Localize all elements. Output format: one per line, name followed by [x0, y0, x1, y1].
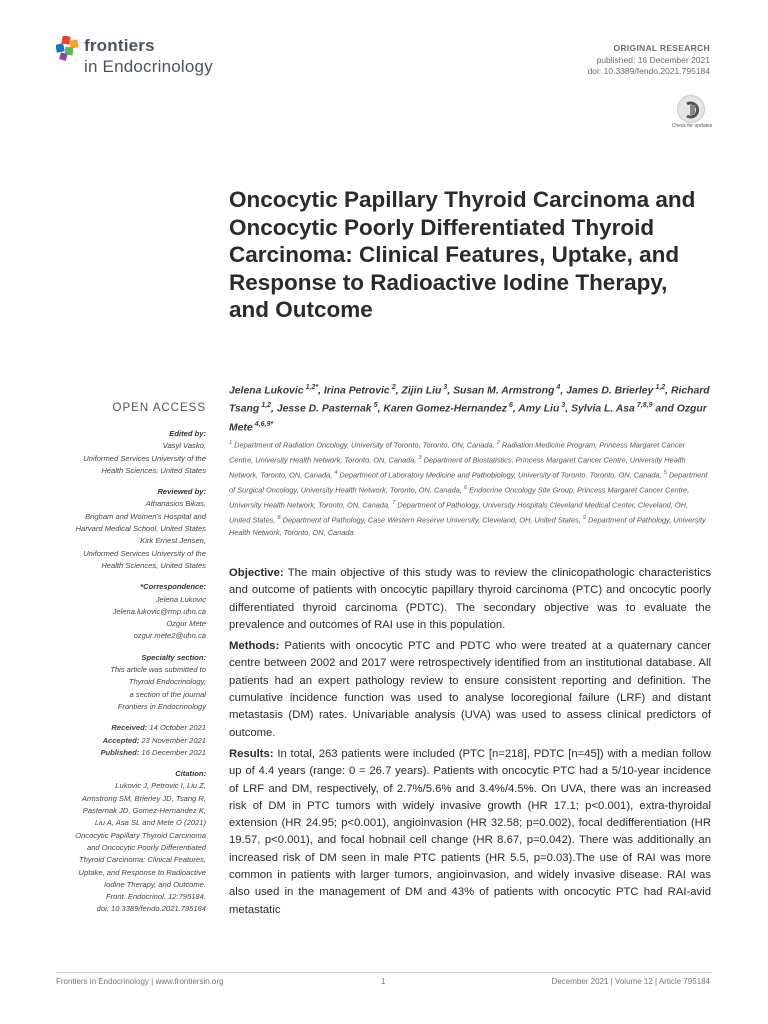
author-name[interactable]: Ozgur Mete [229, 403, 707, 434]
author-name[interactable]: Susan M. Armstrong [453, 385, 555, 397]
affiliations [229, 437, 711, 540]
reviewer-line: Brigham and Women's Hospital and [85, 511, 206, 521]
citation-line: Armstrong SM, Brierley JD, Tsang R, [81, 793, 206, 803]
author-affiliation-sup: 2 [391, 384, 396, 391]
author-name[interactable]: Zijin Liu [401, 385, 442, 397]
specialty-line: Frontiers in Endocrinology [117, 701, 206, 711]
affiliation-number: 6 [463, 485, 468, 492]
received-date: Received: 14 October 2021 [111, 723, 206, 733]
affiliation-text: Department of Biostatistics, Princess Margaret Cancer Centre, University Health Network, Toronto, ON, Canada, [229, 455, 686, 480]
specialty-heading: Specialty section: [141, 652, 206, 662]
edited-by-heading: Edited by: [169, 429, 206, 438]
reviewer-line: Athanasios Bikas, [145, 499, 206, 509]
author-list: Jelena Lukovic $^{1,2*}$, Irina Petrovic $^2$, Zijin Liu $^3$, Susan M. Armstrong $^4$, James D. Brierley $^{1,2}$, Richard Tsang $^{1,2}$, Jesse D. Pasternak $^5$, Karen Gomez-Hernandez $^6$, Amy Liu $^3$, Sylvia L. Asa $^{7,8,9}$ and Ozgur Mete $^{4,6,9*}$ [229, 384, 710, 434]
check-updates-label: Check for updates [671, 123, 713, 129]
accepted-date: Accepted: 23 November 2021 [102, 735, 206, 745]
abstract [229, 565, 711, 923]
author-name[interactable]: Irina Petrovic [323, 385, 390, 397]
affiliation-text: Department of Radiation Oncology, University of Toronto, Toronto, ON, Canada, [232, 440, 497, 450]
doi-link[interactable]: doi: 10.3389/fendo.2021.795184 [587, 66, 710, 76]
author-affiliation-sup: 3 [561, 402, 566, 410]
reviewed-by-heading: Reviewed by: [157, 487, 206, 497]
author-name[interactable]: Jelena Lukovic [229, 385, 304, 397]
affiliation-text: Department of Pathology, Case Western Reserve University, Cleveland, OH, United States, [280, 515, 583, 525]
article-dates [40, 722, 206, 759]
open-access-label: OPEN ACCESS [112, 402, 206, 414]
author-affiliation-sup: 5 [373, 402, 378, 410]
frontiers-logo-icon [56, 36, 82, 62]
citation-line: Liu A, Asa SL and Mete O (2021) [94, 818, 206, 828]
reviewer-line: Uniformed Services University of the [83, 548, 206, 558]
author-affiliation-sup: 3 [443, 384, 448, 391]
author-affiliation-sup: 1,2* [305, 384, 319, 391]
citation-line: Uptake, and Response to Radioactive [78, 867, 206, 877]
citation-line: Pasternak JD, Gomez-Hernandez K, [82, 806, 206, 816]
affiliation-number: 8 [277, 515, 281, 522]
article-info-sidebar [40, 428, 206, 916]
specialty-line: This article was submitted to [110, 665, 206, 675]
reviewer-line: Harvard Medical School, United States [75, 524, 206, 534]
citation-line: and Oncocytic Poorly Differentiated [86, 842, 206, 852]
author-name[interactable]: Sylvia L. Asa [571, 403, 635, 415]
specialty-line: Thyroid Endocrinology, [128, 677, 206, 687]
correspondence-email[interactable]: Jelena.lukovic@rmp.uhn.ca [112, 606, 206, 616]
correspondence-name: Ozgur Mete [166, 619, 206, 629]
author-affiliation-sup: 1,2 [655, 384, 666, 391]
journal-section: in Endocrinology [84, 57, 213, 76]
affiliation-number: 2 [496, 440, 500, 446]
author-name[interactable]: Amy Liu [518, 403, 560, 415]
citation-line: Iodine Therapy, and Outcome. [103, 879, 206, 889]
citation-line: Oncocytic Papillary Thyroid Carcinoma [75, 830, 206, 840]
affiliation-text: Endocrine Oncology Site Group, Princess Margaret Cancer Centre, University Health Network, Toronto, ON, Canada, [229, 485, 690, 510]
affiliation-number: 4 [334, 470, 338, 477]
footer-issue-info: December 2021 | Volume 12 | Article 795184 [551, 977, 710, 986]
correspondence-name: Jelena Lukovic [155, 594, 206, 604]
author-name[interactable]: James D. Brierley [566, 385, 654, 397]
article-type: ORIGINAL RESEARCH [613, 43, 710, 53]
affiliation-text: Radiation Medicine Program, Princess Margaret Cancer Centre, University Health Network, Toronto, ON, Canada, [229, 440, 686, 465]
published-date-sidebar: Published: 16 December 2021 [100, 747, 206, 757]
abstract-methods: Methods: Patients with oncocytic PTC and PDTC who were treated at a quaternary cancer centre between 2002 and 2017 were retrospectively identified from an institutional database. All patients had an expert pathology review to ensure consistent reporting and definition. The cumulative incidence function was used to analyse locoregional failure (LRF) and distant metastasis (DM) rates. Univariable analysis (UVA) was used to assess clinical predictors of outcome. [229, 640, 711, 739]
author-affiliation-sup: 4,6,9* [254, 420, 274, 428]
check-updates-icon [677, 95, 705, 123]
citation-doi[interactable]: doi: 10.3389/fendo.2021.795184 [96, 904, 206, 914]
author-affiliation-sup: 7,8,9 [636, 402, 653, 410]
author-affiliation-sup: 6 [509, 402, 513, 410]
correspondence-email[interactable]: ozgur.mete2@uhn.ca [133, 631, 206, 641]
affiliation-text: Department of Pathology, University Hospitals Cleveland Medical Center, Cleveland, OH, United States, [229, 500, 689, 525]
affiliation-text: Department of Pathology, University Health Network, Toronto, ON, Canada [229, 515, 706, 538]
author-affiliation-sup: 1,2 [261, 402, 272, 410]
citation-line: Lukovic J, Petrovic I, Liu Z, [115, 781, 206, 791]
check-for-updates-button[interactable] [673, 95, 711, 135]
author-affiliation-sup: 4 [556, 384, 561, 391]
affiliation-number: 3 [418, 455, 422, 462]
editor-line: Uniformed Services University of the [83, 453, 206, 463]
reviewer-line: Health Sciences, United States [101, 560, 206, 570]
journal-brand: frontiers [84, 36, 155, 55]
affiliation-text: Department of Surgical Oncology, University Health Network, Toronto, ON, Canada, [229, 470, 708, 495]
affiliation-number: 7 [392, 500, 396, 507]
editor-line: Vasyl Vasko, [162, 441, 206, 451]
abstract-results: Results: In total, 263 patients were included (PTC [n=218], PDTC [n=45]) with a median follow up of 4.4 years (range: 0 = 26.7 years). Patients with oncocytic PTC had a 5/10-year incidence of LRF and DM, respectively, of 2.7%/5.6% and 3.4%/4.5%. On UVA, there was an increased risk of DM in PTC tumors with widely invasive growth (HR 17.1; p<0.001), extra-thyroidal extension (HR 24.95; p<0.001), angioinvasion (HR 32.58; p=0.002), focal dedifferentiation (HR 19.57, p<0.001), and focal hobnail cell change (HR 8.67, p=0.042). There was additionally an increased risk of DM seen in male PTC patients (HR 5.5, p=0.03).The use of RAI was more common in patients with larger tumors, angioinvasion, and widely invasive disease. RAI was also used in the management of DM and 43% of patients with oncocytic PTC had RAI-avid metastatic [229, 747, 711, 916]
citation-heading: Citation: [175, 769, 206, 779]
page-number: 1 [381, 977, 386, 986]
affiliation-number: 1 [229, 440, 233, 446]
journal-logo[interactable] [56, 34, 231, 82]
published-date: published: 16 December 2021 [596, 55, 710, 65]
author-name[interactable]: Karen Gomez-Hernandez [383, 403, 507, 415]
affiliation-number: 5 [663, 470, 667, 477]
article-title: Oncocytic Papillary Thyroid Carcinoma and Oncocytic Poorly Differentiated Thyroid Carcinoma: Clinical Features, Uptake, and Response to Radioactive Iodine Therapy, and Outcome [229, 187, 696, 322]
reviewer-line: Kirk Ernest Jensen, [140, 536, 206, 546]
affiliation-number: 9 [582, 515, 586, 522]
citation-line: Front. Endocrinol. 12:795184. [105, 892, 206, 902]
affiliation-text: Department of Laboratory Medicine and Pathobiology, University of Toronto, Toronto, ON, Canada, [337, 470, 664, 480]
footer-journal-link[interactable]: Frontiers in Endocrinology | www.frontiersin.org [56, 977, 224, 986]
correspondence-heading: *Correspondence: [140, 582, 206, 592]
specialty-line: a section of the journal [129, 689, 206, 699]
author-name[interactable]: Richard Tsang [229, 385, 710, 415]
editor-line: Health Sciences, United States [101, 465, 206, 475]
footer-divider [56, 972, 712, 973]
abstract-objective: Objective: The main objective of this study was to review the clinicopathologic characteristics and outcome of patients with oncocytic papillary thyroid carcinoma (PTC) and oncocytic poorly differentiated thyroid carcinoma (PDTC). The secondary objective was to evaluate the prevalence and outcomes of RAI use in this population. [229, 567, 711, 631]
author-name[interactable]: Jesse D. Pasternak [276, 403, 372, 415]
citation-line: Thyroid Carcinoma: Clinical Features, [78, 855, 206, 865]
